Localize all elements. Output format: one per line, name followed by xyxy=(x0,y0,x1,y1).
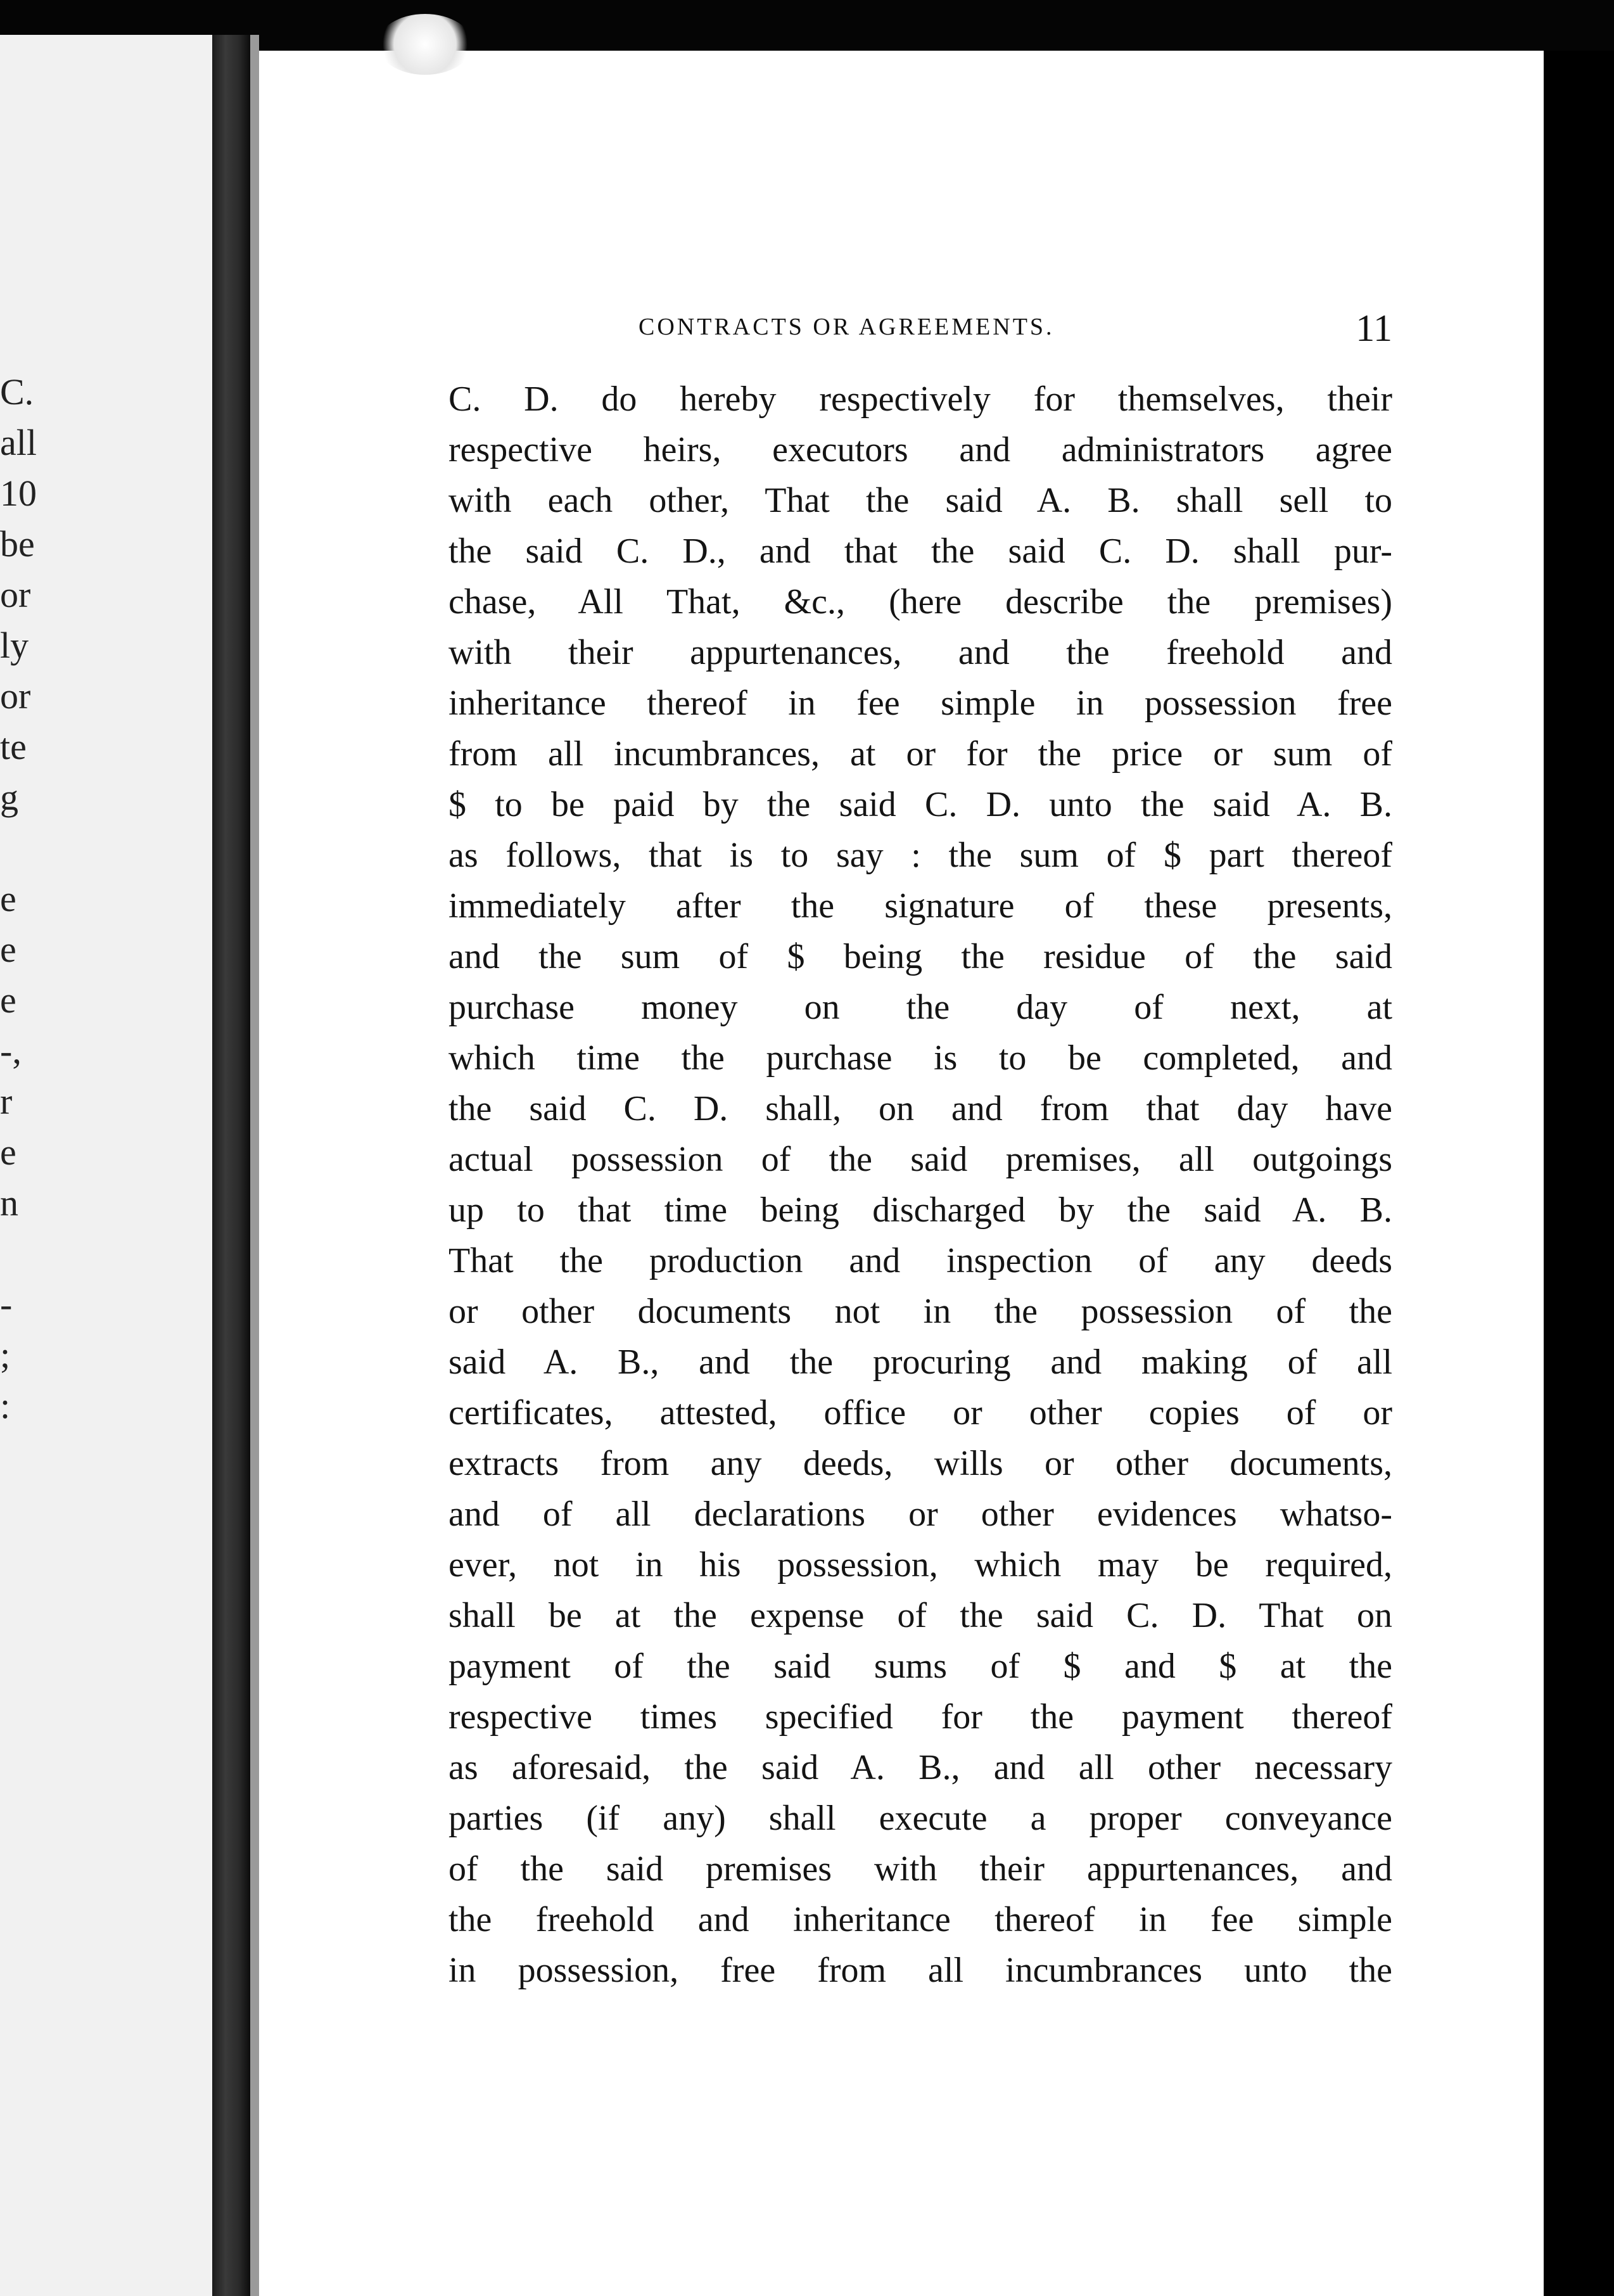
left-page-fragments xyxy=(0,35,212,2296)
left-facing-page xyxy=(0,35,212,2296)
left-fragment: all xyxy=(0,422,37,463)
text-line: from all incumbrances, at or for the price or sum of xyxy=(448,734,1392,774)
text-line: C. D. do hereby respectively for themselves, their xyxy=(448,379,1392,419)
text-line: in possession, free from all incumbrances unto the xyxy=(448,1951,1392,1990)
page-number: 11 xyxy=(1356,307,1392,349)
left-fragment: or xyxy=(0,574,31,615)
left-fragment: te xyxy=(0,726,27,767)
text-line: purchase money on the day of next, at xyxy=(448,988,1392,1027)
left-fragment: g xyxy=(0,777,18,818)
text-line: respective heirs, executors and administrators agree xyxy=(448,430,1392,469)
text-line: actual possession of the said premises, all outgoings xyxy=(448,1140,1392,1179)
left-fragment: ly xyxy=(0,625,29,666)
text-line: payment of the said sums of $ and $ at the xyxy=(448,1647,1392,1686)
text-line: certificates, attested, office or other copies of or xyxy=(448,1393,1392,1432)
left-fragment: -, xyxy=(0,1030,22,1071)
text-line: the freehold and inheritance thereof in fee simple xyxy=(448,1900,1392,1939)
text-line: the said C. D., and that the said C. D. shall pur- xyxy=(448,532,1392,571)
text-line: immediately after the signature of these presents, xyxy=(448,886,1392,926)
text-line: the said C. D. shall, on and from that day have xyxy=(448,1089,1392,1128)
text-line: extracts from any deeds, wills or other documents, xyxy=(448,1444,1392,1483)
text-line: which time the purchase is to be completed, and xyxy=(448,1038,1392,1078)
text-line: ever, not in his possession, which may be required, xyxy=(448,1545,1392,1585)
left-fragment: r xyxy=(0,1081,13,1122)
left-fragment: : xyxy=(0,1385,11,1426)
left-fragment: e xyxy=(0,929,16,970)
text-line: chase, All That, &c., (here describe the premises) xyxy=(448,582,1392,622)
left-fragment: e xyxy=(0,979,16,1021)
left-fragment: C. xyxy=(0,371,34,412)
text-line: of the said premises with their appurtenances, and xyxy=(448,1849,1392,1889)
text-line: inheritance thereof in fee simple in possession free xyxy=(448,684,1392,723)
book-gutter xyxy=(212,35,250,2296)
scan-edge-right xyxy=(1544,51,1614,2296)
running-title: CONTRACTS OR AGREEMENTS. xyxy=(639,314,1055,340)
page-smudge xyxy=(378,14,473,75)
text-line: with their appurtenances, and the freehold and xyxy=(448,633,1392,672)
gutter-edge xyxy=(250,35,259,2296)
text-line: and of all declarations or other evidences whatso- xyxy=(448,1495,1392,1534)
text-line: and the sum of $ being the residue of the said xyxy=(448,937,1392,976)
left-fragment: e xyxy=(0,1132,16,1173)
running-head xyxy=(639,307,1392,351)
text-line: said A. B., and the procuring and making of all xyxy=(448,1343,1392,1382)
left-fragment: 10 xyxy=(0,473,37,514)
text-line: as follows, that is to say : the sum of $ part thereof xyxy=(448,836,1392,875)
left-fragment: or xyxy=(0,675,31,717)
text-line: respective times specified for the payment thereof xyxy=(448,1697,1392,1737)
left-fragment: ; xyxy=(0,1334,11,1375)
body-text xyxy=(448,374,1392,1996)
left-fragment: n xyxy=(0,1182,18,1223)
text-line: shall be at the expense of the said C. D. That on xyxy=(448,1596,1392,1635)
text-line: with each other, That the said A. B. shall sell to xyxy=(448,481,1392,520)
text-line: or other documents not in the possession of the xyxy=(448,1292,1392,1331)
text-line: as aforesaid, the said A. B., and all other necessary xyxy=(448,1748,1392,1787)
text-line: $ to be paid by the said C. D. unto the said A. B. xyxy=(448,785,1392,824)
text-line: parties (if any) shall execute a proper conveyance xyxy=(448,1799,1392,1838)
text-line: That the production and inspection of any deeds xyxy=(448,1241,1392,1280)
left-fragment: be xyxy=(0,523,35,564)
left-fragment: e xyxy=(0,878,16,919)
left-fragment: - xyxy=(0,1284,13,1325)
text-line: up to that time being discharged by the said A. B. xyxy=(448,1190,1392,1230)
